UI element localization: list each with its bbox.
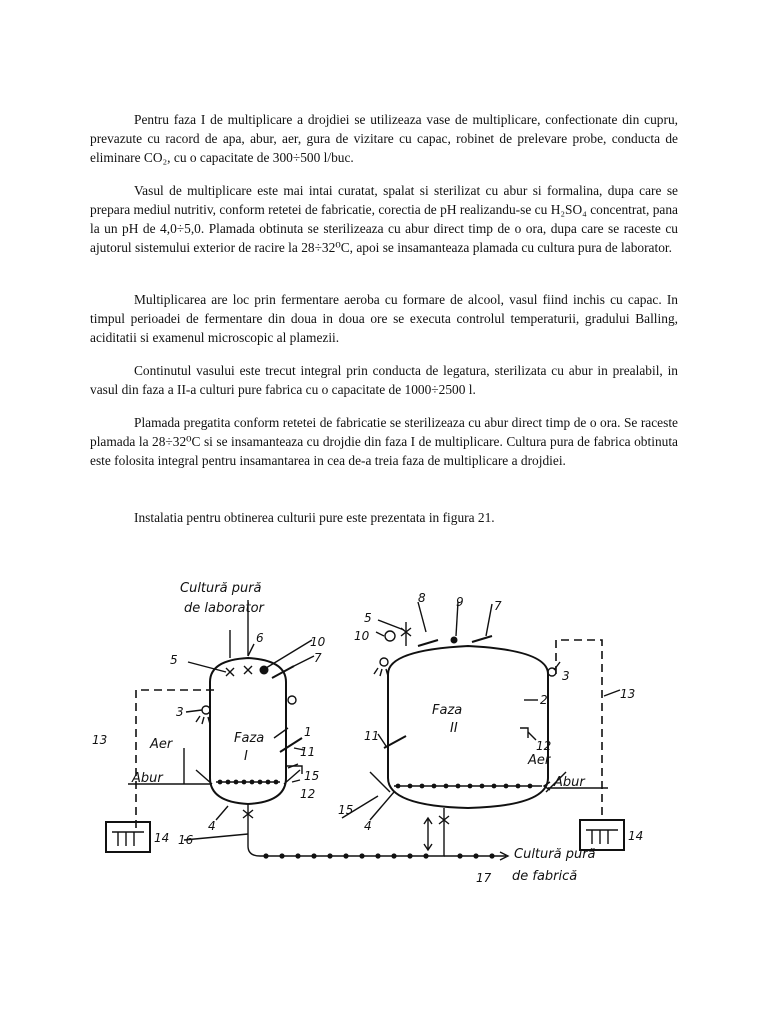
paragraph-5 xyxy=(90,413,678,470)
num-9: 9 xyxy=(456,595,464,609)
num-17: 17 xyxy=(476,871,492,885)
installation-diagram xyxy=(88,570,663,892)
num-5-right: 5 xyxy=(364,611,372,625)
label-lab-culture-line1: Cultură pură xyxy=(180,581,262,596)
num-14-right: 14 xyxy=(628,829,644,843)
num-8: 8 xyxy=(418,591,426,605)
num-1: 1 xyxy=(304,725,312,739)
num-13-left: 13 xyxy=(92,733,108,747)
num-15-right: 15 xyxy=(338,803,354,817)
air-label-right: Aer xyxy=(528,753,551,768)
paragraph-1-text: Pentru faza I de multiplicare a drojdiei se utilizeaza vase de multiplicare, confectionate din cupru, prevazute cu racord de apa, abur, aer, gura de vizitare cu capac, robinet de prelevare probe, conducta de eliminare CO₂, cu o capacitate de 300÷500 l/buc. xyxy=(90,112,678,165)
label-factory-culture-line2: de fabrică xyxy=(512,869,578,884)
installation-diagram-svg xyxy=(88,570,663,892)
vessel-2-label-line2: II xyxy=(450,721,458,736)
num-3-right: 3 xyxy=(562,669,570,683)
num-13-right: 13 xyxy=(620,687,636,701)
paragraph-4 xyxy=(90,361,678,399)
diagram-numbers xyxy=(92,591,643,885)
num-14-left: 14 xyxy=(154,831,170,845)
label-factory-culture-line1: Cultură pură xyxy=(514,847,596,862)
num-7-left: 7 xyxy=(314,651,322,665)
paragraph-6 xyxy=(90,508,678,527)
vessel-1-label-line1: Faza xyxy=(234,731,265,746)
paragraph-1 xyxy=(90,110,678,167)
vessel-2-label-line1: Faza xyxy=(432,703,463,718)
num-10-right: 10 xyxy=(354,629,370,643)
vessel-1-label-line2: I xyxy=(244,749,248,764)
steam-label-left: Abur xyxy=(132,771,163,786)
num-12-right: 12 xyxy=(536,739,552,753)
num-16: 16 xyxy=(178,833,194,847)
num-2: 2 xyxy=(540,693,548,707)
paragraph-2-text: Vasul de multiplicare este mai intai curatat, spalat si sterilizat cu abur si formalina, dupa care se prepara mediul nutritiv, conform retetei de fabricatie, corectia de pH realizandu-se cu H₂SO₄ concentrat, pana la un pH de 4,0÷5,0. Plamada obtinuta se sterilizeaza cu abur direct timp de o ora, dupa care se raceste cu ajutorul sistemului exterior de racire la 28÷32⁰C, apoi se insamanteaza plamada cu cultura pura de laborator. xyxy=(90,183,678,255)
num-11-right: 11 xyxy=(364,729,380,743)
num-4-right: 4 xyxy=(364,819,372,833)
paragraph-3 xyxy=(90,290,678,347)
paragraph-4-text: Continutul vasului este trecut integral prin conducta de legatura, sterilizata cu abur in prealabil, in vasul din faza a II-a culturi pure fabrica cu o capacitate de 1000÷2500 l. xyxy=(90,363,678,397)
paragraph-6-text: Instalatia pentru obtinerea culturii pure este prezentata in figura 21. xyxy=(134,510,495,525)
paragraph-2 xyxy=(90,181,678,257)
steam-label-right: Abur xyxy=(554,775,585,790)
num-4-left: 4 xyxy=(208,819,216,833)
paragraph-3-text: Multiplicarea are loc prin fermentare aeroba cu formare de alcool, vasul fiind inchis cu capac. In timpul perioadei de fermentare din doua in doua ore se executa controlul temperaturii, gradului Balling, aciditatii si examenul microscopic al plamezii. xyxy=(90,292,678,345)
num-12-left: 12 xyxy=(300,787,316,801)
vessel-phase-1 xyxy=(196,600,302,828)
num-15-left: 15 xyxy=(304,769,320,783)
num-3-left: 3 xyxy=(176,705,184,719)
num-7-right: 7 xyxy=(494,599,502,613)
vessel-phase-2 xyxy=(370,622,566,850)
paragraph-5-text: Plamada pregatita conform retetei de fabricatie se sterilizeaza cu abur direct timp de o ora. Se raceste plamada la 28÷32⁰C si se insamanteaza cu drojdie din faza I de multiplicare. Cultura pura de fabrica obtinuta este folosita integral pentru insamantarea in cea de-a treia faza de multiplicare a drojdiei. xyxy=(90,415,678,468)
air-label-left: Aer xyxy=(150,737,173,752)
num-5-left: 5 xyxy=(170,653,178,667)
num-10-left: 10 xyxy=(310,635,326,649)
num-6: 6 xyxy=(256,631,264,645)
num-11-left: 11 xyxy=(300,745,316,759)
label-lab-culture-line2: de laborator xyxy=(184,601,264,616)
